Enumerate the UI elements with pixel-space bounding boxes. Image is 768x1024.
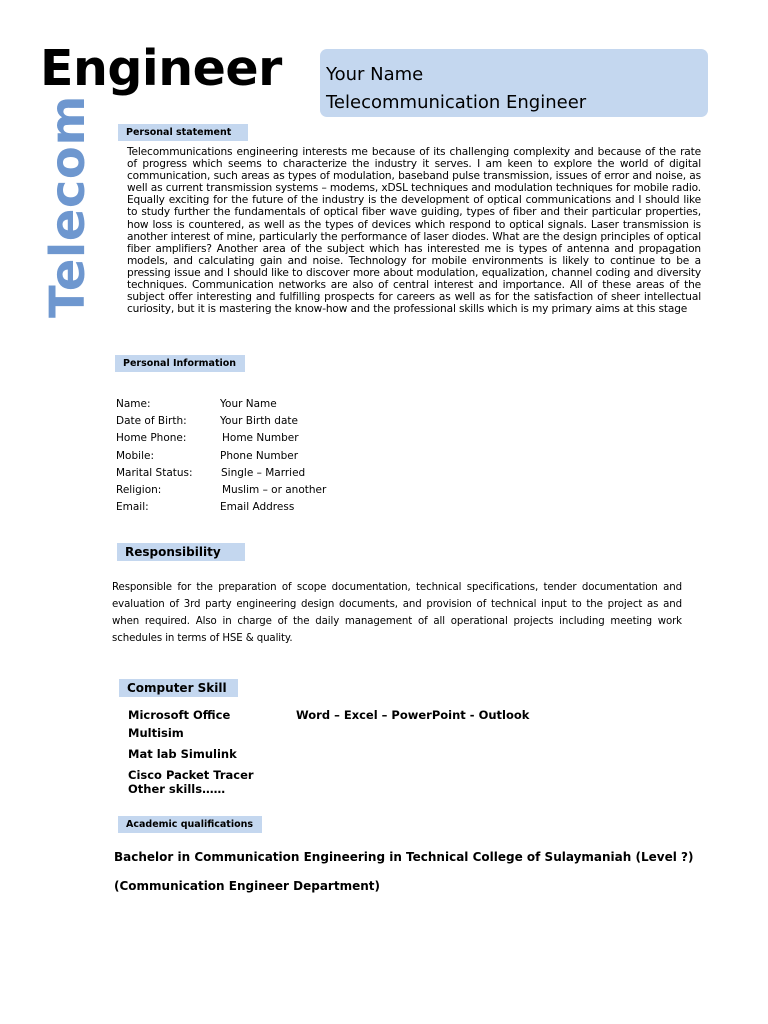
info-value: Muslim – or another (222, 483, 327, 496)
info-value: Phone Number (220, 449, 299, 462)
big-title: Engineer (40, 40, 282, 97)
skill-item: Multisim (128, 726, 184, 740)
info-value: Your Name (220, 398, 277, 410)
info-key: Religion: (116, 483, 162, 496)
name-box (320, 49, 708, 117)
skill-item: Cisco Packet Tracer (128, 768, 254, 782)
job-title-text: Telecommunication Engineer (326, 92, 587, 113)
responsibility-label: Responsibility (117, 543, 245, 561)
computer-skill-label: Computer Skill (119, 679, 238, 697)
office-detail: Word – Excel – PowerPoint - Outlook (296, 708, 530, 722)
info-key: Name: (116, 398, 151, 410)
info-value: Email Address (220, 501, 295, 514)
academic-line-2: (Communication Engineer Department) (114, 879, 380, 893)
info-key: Mobile: (116, 449, 154, 462)
name-text: Your Name (326, 64, 424, 85)
info-key: Date of Birth: (116, 415, 187, 428)
vertical-title: Telecom (40, 95, 96, 318)
academic-label: Academic qualifications (118, 816, 262, 833)
personal-statement-label: Personal statement (118, 124, 248, 141)
skill-item: Microsoft Office (128, 708, 231, 722)
info-key: Home Phone: (116, 432, 187, 445)
responsibility-text: Responsible for the preparation of scope documentation, technical specifications, tender documentation and evaluation of 3rd party engineering design documents, and provision of technical input to the project as and when required. Also in charge of the daily management of all operational projects including meeting work schedules in terms of HSE & quality. (112, 582, 682, 645)
info-key: Marital Status: (116, 466, 193, 479)
info-value: Home Number (222, 432, 299, 445)
info-value: Single – Married (221, 466, 306, 479)
personal-statement-text: Telecommunications engineering interests me because of its challenging complexity and because of the rate of progress which seems to characterize the industry it serves. I am keen to explore the world of digital communication, such areas as types of modulation, baseband pulse transmission, issues of error and noise, as well as current transmission systems – modems, xDSL techniques and modulation techniques for mobile radio. Equally exciting for the future of the industry is the development of optical communications and I should like to study further the fundamentals of optical fiber wave guiding, types of fiber and their particular properties, how loss is countered, as well as the types of devices which respond to optical signals. Laser transmission is another interest of mine, particularly the performance of laser diodes. What are the design principles of optical fiber amplifiers? Another area of the subject which has interested me is types of antenna and propagation models, and calculating gain and noise. Technology for mobile environments is likely to continue to be a pressing issue and I should like to discover more about modulation, equalization, channel coding and diversity techniques. Communication networks are also of central interest and importance. All of these areas of the subject offer interesting and fulfilling prospects for careers as well as for the satisfaction of sheer intellectual curiosity, but it is mastering the know-how and the professional skills which is my primary aims at this stage (127, 146, 701, 316)
skill-item: Mat lab Simulink (128, 747, 237, 761)
info-value: Your Birth date (220, 415, 298, 428)
academic-line-1: Bachelor in Communication Engineering in Technical College of Sulaymaniah (Level ?) (114, 850, 694, 864)
personal-information-label: Personal Information (115, 355, 245, 372)
skill-item: Other skills…… (128, 782, 226, 796)
info-key: Email: (116, 501, 149, 514)
